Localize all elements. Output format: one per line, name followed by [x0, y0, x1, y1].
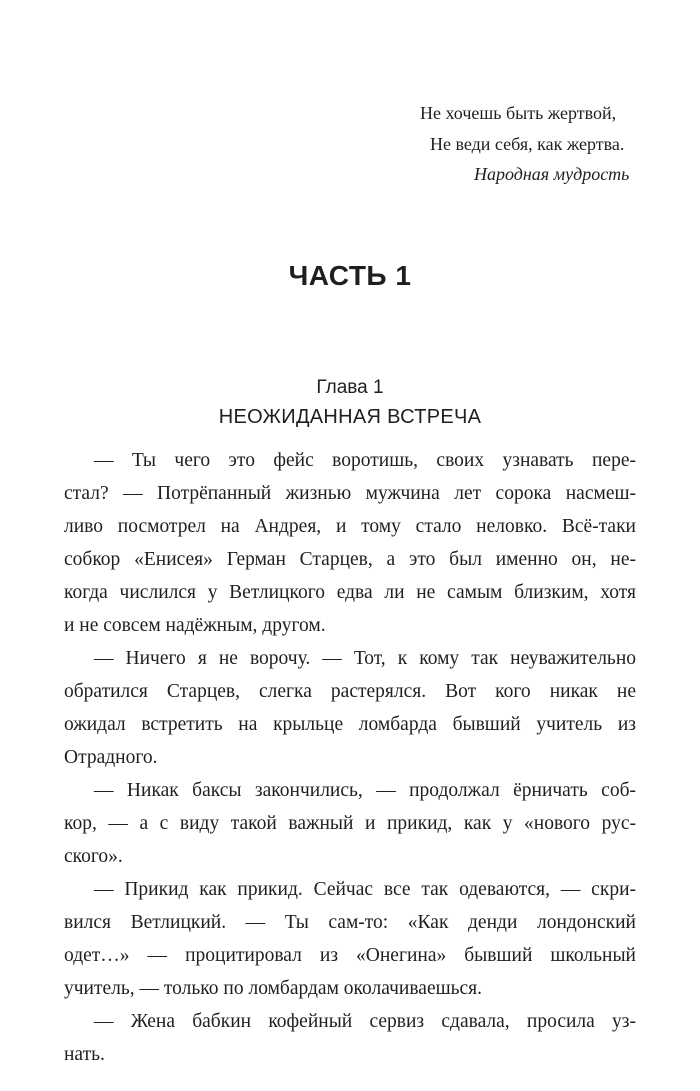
text-line: стал? — Потрёпанный жизнью мужчина лет сорока насмеш-	[64, 483, 636, 504]
text-line: — Прикид как прикид. Сейчас все так одеваются, — скри-	[94, 879, 636, 900]
text-line: ливо посмотрел на Андрея, и тому стало неловко. Всё-таки	[64, 516, 636, 537]
text-line: и не совсем надёжным, другом.	[64, 615, 326, 636]
text-line: собкор «Енисея» Герман Старцев, а это был именно он, не-	[64, 549, 636, 570]
part-title: ЧАСТЬ 1	[288, 260, 412, 291]
text-line: учитель, — только по ломбардам околачиваешься.	[64, 978, 483, 999]
text-line: Отрадного.	[64, 747, 158, 768]
epigraph-line: Не хочешь быть жертвой,	[420, 103, 617, 123]
text-line: обратился Старцев, слегка растерялся. Вот кого никак не	[64, 681, 636, 702]
text-line: ского».	[64, 846, 123, 867]
text-line: вился Ветлицкий. — Ты сам-то: «Как денди лондонский	[64, 912, 636, 933]
epigraph-line: Не веди себя, как жертва.	[430, 134, 625, 154]
epigraph-source: Народная мудрость	[474, 164, 630, 184]
epigraph	[0, 102, 700, 194]
chapter-title: НЕОЖИДАННАЯ ВСТРЕЧА	[218, 406, 482, 428]
text-line: кор, — а с виду такой важный и прикид, как у «нового рус-	[64, 813, 636, 834]
text-line: — Жена бабкин кофейный сервиз сдавала, просила уз-	[94, 1011, 636, 1032]
text-line: ожидал встретить на крыльце ломбарда бывший учитель из	[64, 714, 636, 735]
text-line: когда числился у Ветлицкого едва ли не самым близким, хотя	[64, 582, 636, 603]
text-line: одет…» — процитировал из «Онегина» бывший школьный	[64, 945, 636, 966]
text-line: — Никак баксы закончились, — продолжал ёрничать соб-	[94, 780, 636, 801]
text-line: — Ты чего это фейс воротишь, своих узнавать пере-	[94, 450, 636, 471]
text-line: — Ничего я не ворочу. — Тот, к кому так неуважительно	[94, 648, 636, 669]
body-text	[64, 444, 636, 1071]
text-line: нать.	[64, 1044, 105, 1065]
chapter-number: Глава 1	[316, 377, 384, 398]
